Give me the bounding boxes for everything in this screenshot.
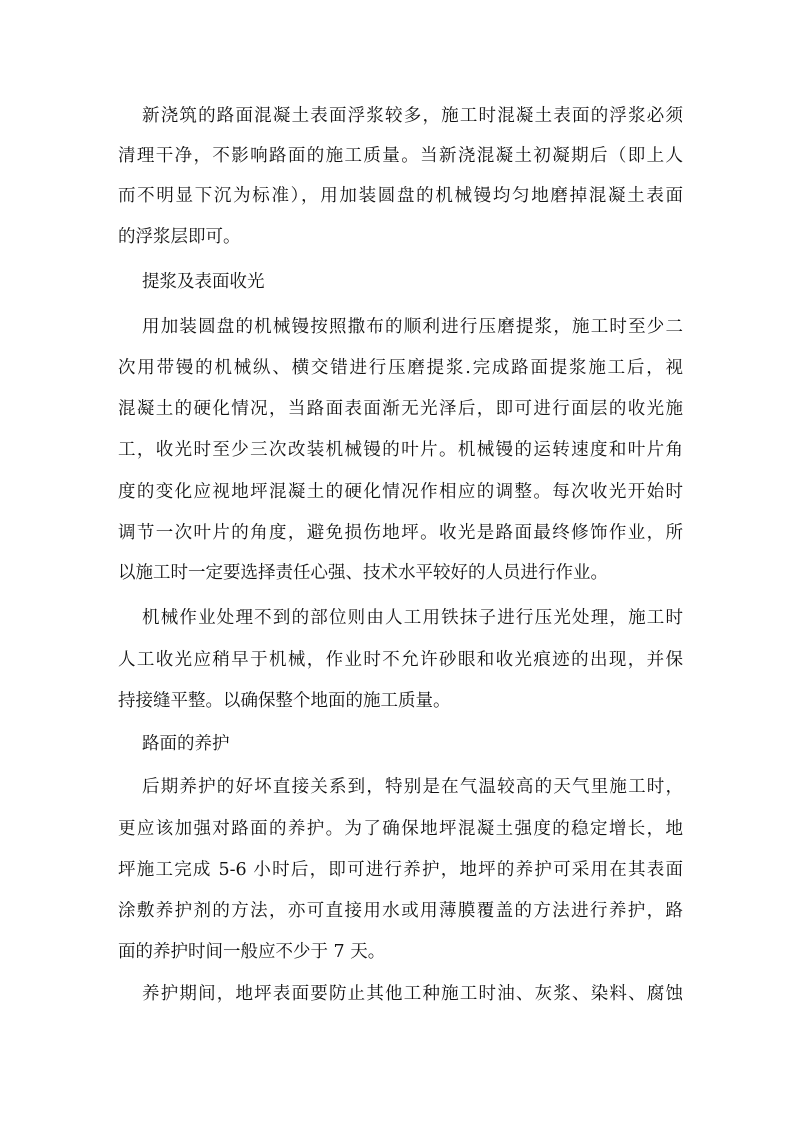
paragraph-line: 用加装圆盘的机械镘按照撒布的顺利进行压磨提浆，施工时至少二 xyxy=(142,317,683,337)
paragraph-line: 更应该加强对路面的养护。为了确保地坪混凝土强度的稳定增长，地 xyxy=(118,819,683,839)
paragraph-line: 人工收光应稍早于机械，作业时不允许砂眼和收光痕迹的出现，并保 xyxy=(118,650,683,670)
paragraph-line: 调节一次叶片的角度，避免损伤地坪。收光是路面最终修饰作业，所 xyxy=(118,523,683,543)
paragraph-line: 持接缝平整。以确保整个地面的施工质量。 xyxy=(118,691,451,711)
paragraph-line: 新浇筑的路面混凝土表面浮浆较多，施工时混凝土表面的浮浆必须 xyxy=(142,106,683,126)
paragraph-line: 混凝土的硬化情况，当路面表面渐无光泽后，即可进行面层的收光施 xyxy=(118,399,683,419)
paragraph-line: 工，收光时至少三次改装机械镘的叶片。机械镘的运转速度和叶片角 xyxy=(118,440,683,460)
paragraph-line: 后期养护的好坏直接关系到，特别是在气温较高的天气里施工时， xyxy=(142,777,683,797)
section-heading: 提浆及表面收光 xyxy=(142,272,265,292)
paragraph-line: 面的养护时间一般应不少于 7 天。 xyxy=(118,942,386,962)
paragraph-line: 的浮浆层即可。 xyxy=(118,227,241,247)
paragraph-line: 度的变化应视地坪混凝土的硬化情况作相应的调整。每次收光开始时 xyxy=(118,482,683,502)
paragraph-line: 养护期间，地坪表面要防止其他工种施工时油、灰浆、染料、腐蚀 xyxy=(142,984,683,1004)
paragraph-line: 坪施工完成 5-6 小时后，即可进行养护，地坪的养护可采用在其表面 xyxy=(118,860,683,880)
paragraph-line: 次用带镘的机械纵、横交错进行压磨提浆.完成路面提浆施工后，视 xyxy=(118,358,683,378)
paragraph-line: 清理干净，不影响路面的施工质量。当新浇混凝土初凝期后（即上人 xyxy=(118,146,683,166)
section-heading: 路面的养护 xyxy=(142,734,230,754)
paragraph-line: 机械作业处理不到的部位则由人工用铁抹子进行压光处理，施工时 xyxy=(142,608,683,628)
paragraph-line: 涂敷养护剂的方法，亦可直接用水或用薄膜覆盖的方法进行养护，路 xyxy=(118,901,683,921)
paragraph-line: 而不明显下沉为标准），用加装圆盘的机械镘均匀地磨掉混凝土表面 xyxy=(118,186,683,206)
paragraph-line: 以施工时一定要选择责任心强、技术水平较好的人员进行作业。 xyxy=(118,563,608,583)
